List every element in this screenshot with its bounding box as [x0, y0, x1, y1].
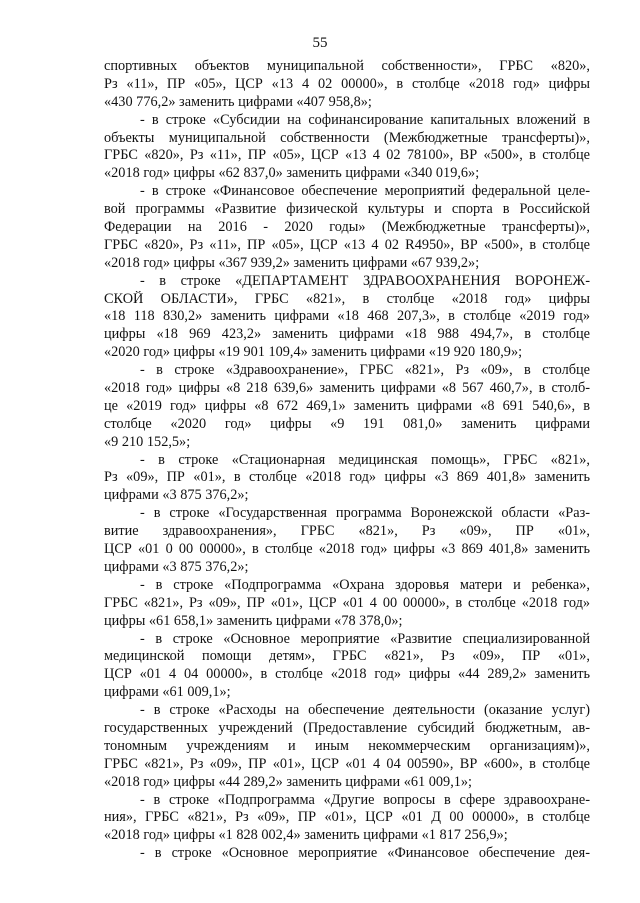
text-line: цифрами «61 009,1»; [104, 684, 231, 701]
text-line: Рз «11», ПР «05», ЦСР «13 4 02 00000», в столбце «2018 год» цифры [104, 75, 590, 92]
text-line: - в строке «Финансовое обеспечение мероприятий федеральной целе- [140, 183, 590, 200]
text-line: столбце «2020 год» цифры «9 191 081,0» заменить цифрами [104, 415, 590, 432]
text-line: «9 210 152,5»; [104, 433, 191, 450]
text-line: - в строке «Подпрограмма «Другие вопросы в сфере здравоохране- [140, 791, 590, 808]
text-line: Рз «09», ПР «01», в столбце «2018 год» цифры «3 869 401,8» заменить [104, 469, 590, 486]
text-line: «2018 год» цифры «367 939,2» заменить цифрами «67 939,2»; [104, 254, 480, 271]
text-line: медицинской помощи детям», ГРБС «821», Рз «09», ПР «01», [104, 648, 590, 665]
text-line: «2020 год» цифры «19 901 109,4» заменить цифрами «19 920 180,9»; [104, 344, 523, 361]
text-line: витие здравоохранения», ГРБС «821», Рз «09», ПР «01», [104, 523, 590, 540]
text-line: ГРБС «820», Рз «11», ПР «05», ЦСР «13 4 02 R4950», ВР «500», в столбце [104, 236, 590, 253]
text-line: цифрами «3 875 376,2»; [104, 487, 249, 504]
text-line: - в строке «Здравоохранение», ГРБС «821», Рз «09», в столбце [140, 362, 590, 379]
text-line: «18 118 830,2» заменить цифрами «18 468 207,3», в столбце «2019 год» [104, 308, 590, 325]
text-line: - в строке «Подпрограмма «Охрана здоровья матери и ребенка», [140, 576, 590, 593]
text-line: ГРБС «821», Рз «09», ПР «01», ЦСР «01 4 00 00000», в столбце «2018 год» [104, 594, 590, 611]
text-line: - в строке «Расходы на обеспечение деятельности (оказание услуг) [140, 702, 590, 719]
text-line: ГРБС «821», Рз «09», ПР «01», ЦСР «01 4 04 00590», ВР «600», в столбце [104, 755, 590, 772]
text-line: Федерации на 2016 - 2020 годы» (Межбюджетные трансферты)», [104, 219, 590, 236]
text-line: «2018 год» цифры «8 218 639,6» заменить цифрами «8 567 460,7», в столб- [104, 380, 590, 397]
text-line: ЦСР «01 4 04 00000», в столбце «2018 год» цифры «44 289,2» заменить [104, 666, 590, 683]
page-number: 55 [312, 35, 328, 51]
text-line: це «2019 год» цифры «8 672 469,1» заменить цифрами «8 691 540,6», в [104, 397, 590, 414]
text-line: спортивных объектов муниципальной собственности», ГРБС «820», [104, 58, 590, 74]
text-line: цифры «61 658,1» заменить цифрами «78 378,0»; [104, 612, 403, 629]
text-line: ЦСР «01 0 00 00000», в столбце «2018 год» цифры «3 869 401,8» заменить [104, 541, 590, 558]
text-line: тономным учреждениям и иным некоммерческим организациям)», [104, 737, 590, 754]
text-line: «2018 год» цифры «62 837,0» заменить цифрами «340 019,6»; [104, 165, 480, 182]
text-line: объекты муниципальной собственности (Межбюджетные трансферты)», [104, 129, 590, 146]
text-line: цифры «18 969 423,2» заменить цифрами «18 988 494,7», в столбце [104, 326, 590, 343]
document-body [104, 58, 590, 863]
text-line: ГРБС «820», Рз «11», ПР «05», ЦСР «13 4 02 78100», ВР «500», в столбце [104, 147, 590, 164]
text-line: СКОЙ ОБЛАСТИ», ГРБС «821», в столбце «2018 год» цифры [104, 290, 590, 307]
text-line: - в строке «Субсидии на софинансирование капитальных вложений в [140, 111, 590, 128]
text-line: - в строке «Государственная программа Воронежской области «Раз- [140, 505, 590, 522]
text-line: «2018 год» цифры «1 828 002,4» заменить цифрами «1 817 256,9»; [104, 827, 508, 844]
text-line: вой программы «Развитие физической культуры и спорта в Российской [104, 201, 590, 218]
text-line: «2018 год» цифры «44 289,2» заменить цифрами «61 009,1»; [104, 773, 473, 790]
text-line: государственных учреждений (Предоставление субсидий бюджетным, ав- [104, 719, 590, 736]
text-line: ния», ГРБС «821», Рз «09», ПР «01», ЦСР «01 Д 00 00000», в столбце [104, 809, 590, 826]
text-line: - в строке «Основное мероприятие «Финансовое обеспечение дея- [140, 845, 590, 862]
text-line: - в строке «ДЕПАРТАМЕНТ ЗДРАВООХРАНЕНИЯ ВОРОНЕЖ- [140, 272, 590, 289]
text-line: «430 776,2» заменить цифрами «407 958,8»; [104, 93, 372, 110]
text-line: - в строке «Основное мероприятие «Развитие специализированной [140, 630, 590, 647]
text-line: цифрами «3 875 376,2»; [104, 558, 249, 575]
text-line: - в строке «Стационарная медицинская помощь», ГРБС «821», [140, 451, 590, 468]
